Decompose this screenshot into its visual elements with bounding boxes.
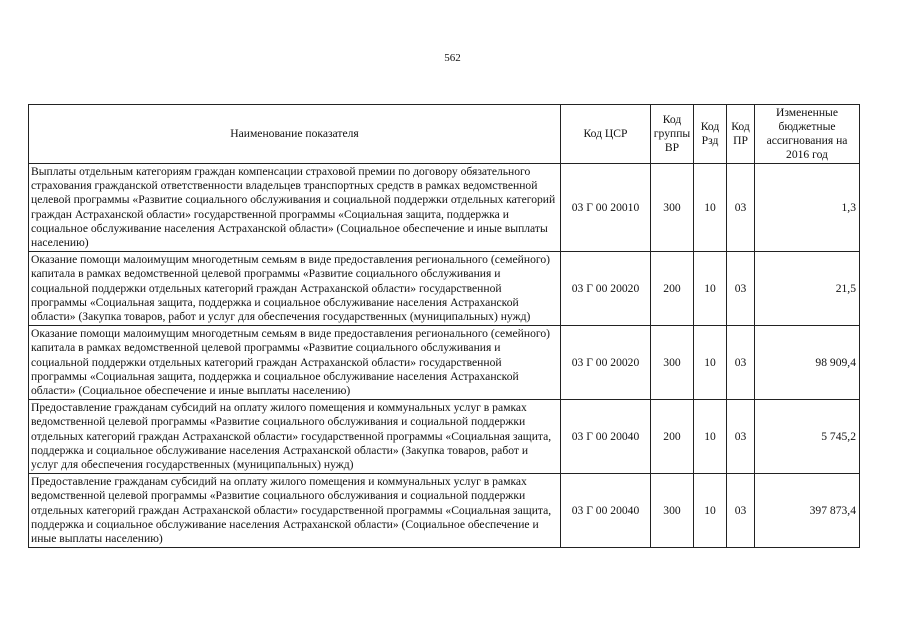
table-header-row	[29, 105, 860, 164]
header-amount: Измененные бюджетные ассигнования на 2016 год	[755, 105, 860, 164]
row-vr: 300	[651, 326, 694, 400]
row-amount: 98 909,4	[755, 326, 860, 400]
row-pr: 03	[727, 474, 755, 548]
row-vr: 300	[651, 474, 694, 548]
row-amount: 21,5	[755, 252, 860, 326]
header-pr: Код ПР	[727, 105, 755, 164]
row-vr: 300	[651, 164, 694, 252]
row-amount: 5 745,2	[755, 400, 860, 474]
row-csr: 03 Г 00 20020	[561, 326, 651, 400]
row-pr: 03	[727, 326, 755, 400]
row-amount: 397 873,4	[755, 474, 860, 548]
header-csr: Код ЦСР	[561, 105, 651, 164]
row-amount: 1,3	[755, 164, 860, 252]
row-vr: 200	[651, 252, 694, 326]
row-name: Оказание помощи малоимущим многодетным семьям в виде предоставления регионального (семейного) капитала в рамках ведомственной целевой программы «Развитие социального обслуживания и социальной поддержки отдельных категорий граждан Астраханской области» государственной программы «Социальная защита, поддержка и социальное обслуживание населения Астраханской области» (Закупка товаров, работ и услуг для обеспечения государственных (муниципальных) нужд)	[29, 252, 561, 326]
header-name: Наименование показателя	[29, 105, 561, 164]
table-row	[29, 474, 860, 548]
row-csr: 03 Г 00 20020	[561, 252, 651, 326]
row-pr: 03	[727, 400, 755, 474]
row-rzd: 10	[694, 252, 727, 326]
row-name: Оказание помощи малоимущим многодетным семьям в виде предоставления регионального (семейного) капитала в рамках ведомственной целевой программы «Развитие социального обслуживания и социальной поддержки отдельных категорий граждан Астраханской области» государственной программы «Социальная защита, поддержка и социальное обслуживание населения Астраханской области» (Социальное обеспечение и иные выплаты населению)	[29, 326, 561, 400]
row-name: Выплаты отдельным категориям граждан компенсации страховой премии по договору обязательного страхования гражданской ответственности владельцев транспортных средств в рамках ведомственной целевой программы «Развитие социального обслуживания и социальной поддержки отдельных категорий граждан Астраханской области» государственной программы «Социальная защита, поддержка и социальное обслуживание населения Астраханской области» (Социальное обеспечение и иные выплаты населению)	[29, 164, 561, 252]
row-csr: 03 Г 00 20040	[561, 400, 651, 474]
row-pr: 03	[727, 164, 755, 252]
row-rzd: 10	[694, 474, 727, 548]
row-csr: 03 Г 00 20010	[561, 164, 651, 252]
row-name: Предоставление гражданам субсидий на оплату жилого помещения и коммунальных услуг в рамках ведомственной целевой программы «Развитие социального обслуживания и социальной поддержки отдельных категорий граждан Астраханской области» государственной программы «Социальная защита, поддержка и социальное обслуживание населения Астраханской области» (Социальное обеспечение и иные выплаты населению)	[29, 474, 561, 548]
row-vr: 200	[651, 400, 694, 474]
table-row	[29, 326, 860, 400]
table-row	[29, 252, 860, 326]
row-pr: 03	[727, 252, 755, 326]
row-rzd: 10	[694, 400, 727, 474]
header-vr: Код группы ВР	[651, 105, 694, 164]
row-name: Предоставление гражданам субсидий на оплату жилого помещения и коммунальных услуг в рамках ведомственной целевой программы «Развитие социального обслуживания и социальной поддержки отдельных категорий граждан Астраханской области» государственной программы «Социальная защита, поддержка и социальное обслуживание населения Астраханской области» (Закупка товаров, работ и услуг для обеспечения государственных (муниципальных) нужд)	[29, 400, 561, 474]
table-row	[29, 400, 860, 474]
row-csr: 03 Г 00 20040	[561, 474, 651, 548]
row-rzd: 10	[694, 164, 727, 252]
page-number: 562	[444, 52, 461, 64]
table-row	[29, 164, 860, 252]
row-rzd: 10	[694, 326, 727, 400]
header-rzd: Код Рзд	[694, 105, 727, 164]
budget-table	[28, 104, 860, 548]
